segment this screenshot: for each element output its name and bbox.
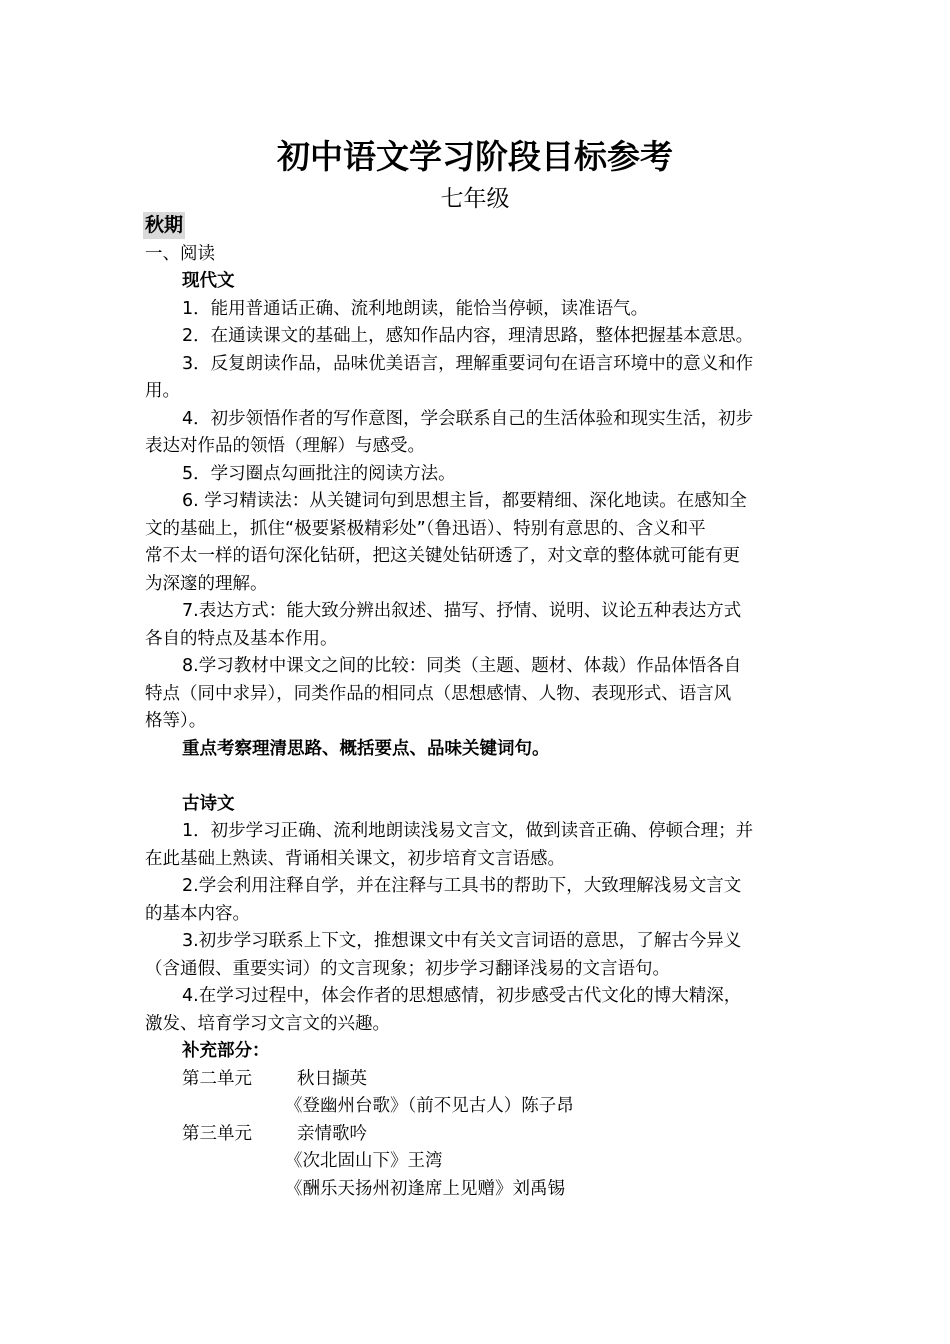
- classical-heading: 古诗文: [182, 793, 235, 814]
- classical-item-1: [145, 818, 809, 873]
- classical-item-line: 在此基础上熟读、背诵相关课文，初步培育文言语感。: [145, 848, 565, 869]
- classical-item-4: [145, 983, 809, 1038]
- supplement-heading: 补充部分：: [182, 1041, 270, 1061]
- modern-item-2: [145, 323, 809, 351]
- modern-item-line: 文的基础上，抓住“极要紧极精彩处”（鲁迅语）、特别有意思的、含义和平: [145, 518, 706, 539]
- modern-item-list: [145, 296, 809, 736]
- classical-item-3: [145, 928, 809, 983]
- poem-entry: 《次北固山下》王湾: [285, 1151, 443, 1171]
- unit-row: [145, 1066, 809, 1094]
- modern-item-line: 3．反复朗读作品，品味优美语言，理解重要词句在语言环境中的意义和作: [182, 353, 754, 374]
- modern-item-line: 格等）。: [145, 711, 207, 731]
- classical-item-line: 的基本内容。: [145, 903, 250, 924]
- modern-item-line: 表达对作品的领悟（理解）与感受。: [145, 436, 425, 456]
- season-label: 秋期: [143, 212, 185, 239]
- modern-item-line: 2．在通读课文的基础上，感知作品内容，理清思路，整体把握基本意思。: [182, 326, 754, 346]
- classical-item-line: 1．初步学习正确、流利地朗读浅易文言文，做到读音正确、停顿合理；并: [182, 821, 754, 841]
- modern-item-line: 为深邃的理解。: [145, 573, 268, 594]
- modern-item-line: 5．学习圈点勾画批注的阅读方法。: [182, 463, 456, 484]
- modern-item-3: [145, 351, 809, 406]
- modern-item-line: 1．能用普通话正确、流利地朗读，能恰当停顿，读准语气。: [182, 298, 649, 319]
- modern-item-line: 7.表达方式：能大致分辨出叙述、描写、抒情、说明、议论五种表达方式: [182, 601, 742, 621]
- modern-item-line: 用。: [145, 381, 180, 401]
- modern-item-line: 6. 学习精读法：从关键词句到思想主旨，都要精细、深化地读。在感知全: [182, 491, 747, 511]
- unit-theme: 秋日撷英: [297, 1068, 367, 1089]
- unit-row: [145, 1121, 809, 1149]
- modern-item-line: 4．初步领悟作者的写作意图，学会联系自己的生活体验和现实生活，初步: [182, 408, 754, 429]
- classical-item-line: 3.初步学习联系上下文，推想课文中有关文言词语的意思，了解古今异义: [182, 931, 742, 951]
- poem-entry: 《登幽州台歌》（前不见古人）陈子昂: [285, 1096, 574, 1116]
- classical-item-line: 2.学会利用注释自学，并在注释与工具书的帮助下，大致理解浅易文言文: [182, 876, 742, 896]
- modern-item-5: [145, 461, 809, 489]
- unit-name: 第二单元: [182, 1068, 252, 1089]
- poem-entry: 《酬乐天扬州初逢席上见赠》刘禹锡: [285, 1178, 565, 1199]
- modern-focus: 重点考察理清思路、概括要点、品味关键词句。: [182, 738, 550, 759]
- classical-item-2: [145, 873, 809, 928]
- classical-item-line: （含通假、重要实词）的文言现象；初步学习翻译浅易的文言语句。: [145, 958, 670, 979]
- unit-name: 第三单元: [182, 1123, 252, 1144]
- unit-list: [145, 1066, 809, 1204]
- modern-item-line: 各自的特点及基本作用。: [145, 628, 338, 649]
- document-title: 初中语文学习阶段目标参考: [277, 137, 673, 176]
- modern-item-4: [145, 406, 809, 461]
- modern-item-7: [145, 598, 809, 653]
- classical-item-line: 4.在学习过程中，体会作者的思想感情，初步感受古代文化的博大精深，: [182, 986, 742, 1006]
- modern-item-6: [145, 488, 809, 598]
- unit-theme: 亲情歌吟: [297, 1123, 367, 1144]
- modern-heading: 现代文: [182, 271, 235, 291]
- modern-item-1: [145, 296, 809, 324]
- document-body: [145, 212, 809, 1203]
- classical-item-line: 激发、培育学习文言文的兴趣。: [145, 1013, 390, 1034]
- grade-subtitle: 七年级: [440, 186, 510, 212]
- section-heading: 一、阅读: [145, 243, 215, 264]
- modern-item-line: 特点（同中求异），同类作品的相同点（思想感情、人物、表现形式、语言风: [145, 683, 732, 704]
- modern-item-8: [145, 653, 809, 736]
- modern-item-line: 8.学习教材中课文之间的比较：同类（主题、题材、体裁）作品体悟各自: [182, 656, 742, 676]
- classical-item-list: [145, 818, 809, 1038]
- spacer: [145, 763, 809, 791]
- modern-item-line: 常不太一样的语句深化钻研，把这关键处钻研透了，对文章的整体就可能有更: [145, 546, 740, 566]
